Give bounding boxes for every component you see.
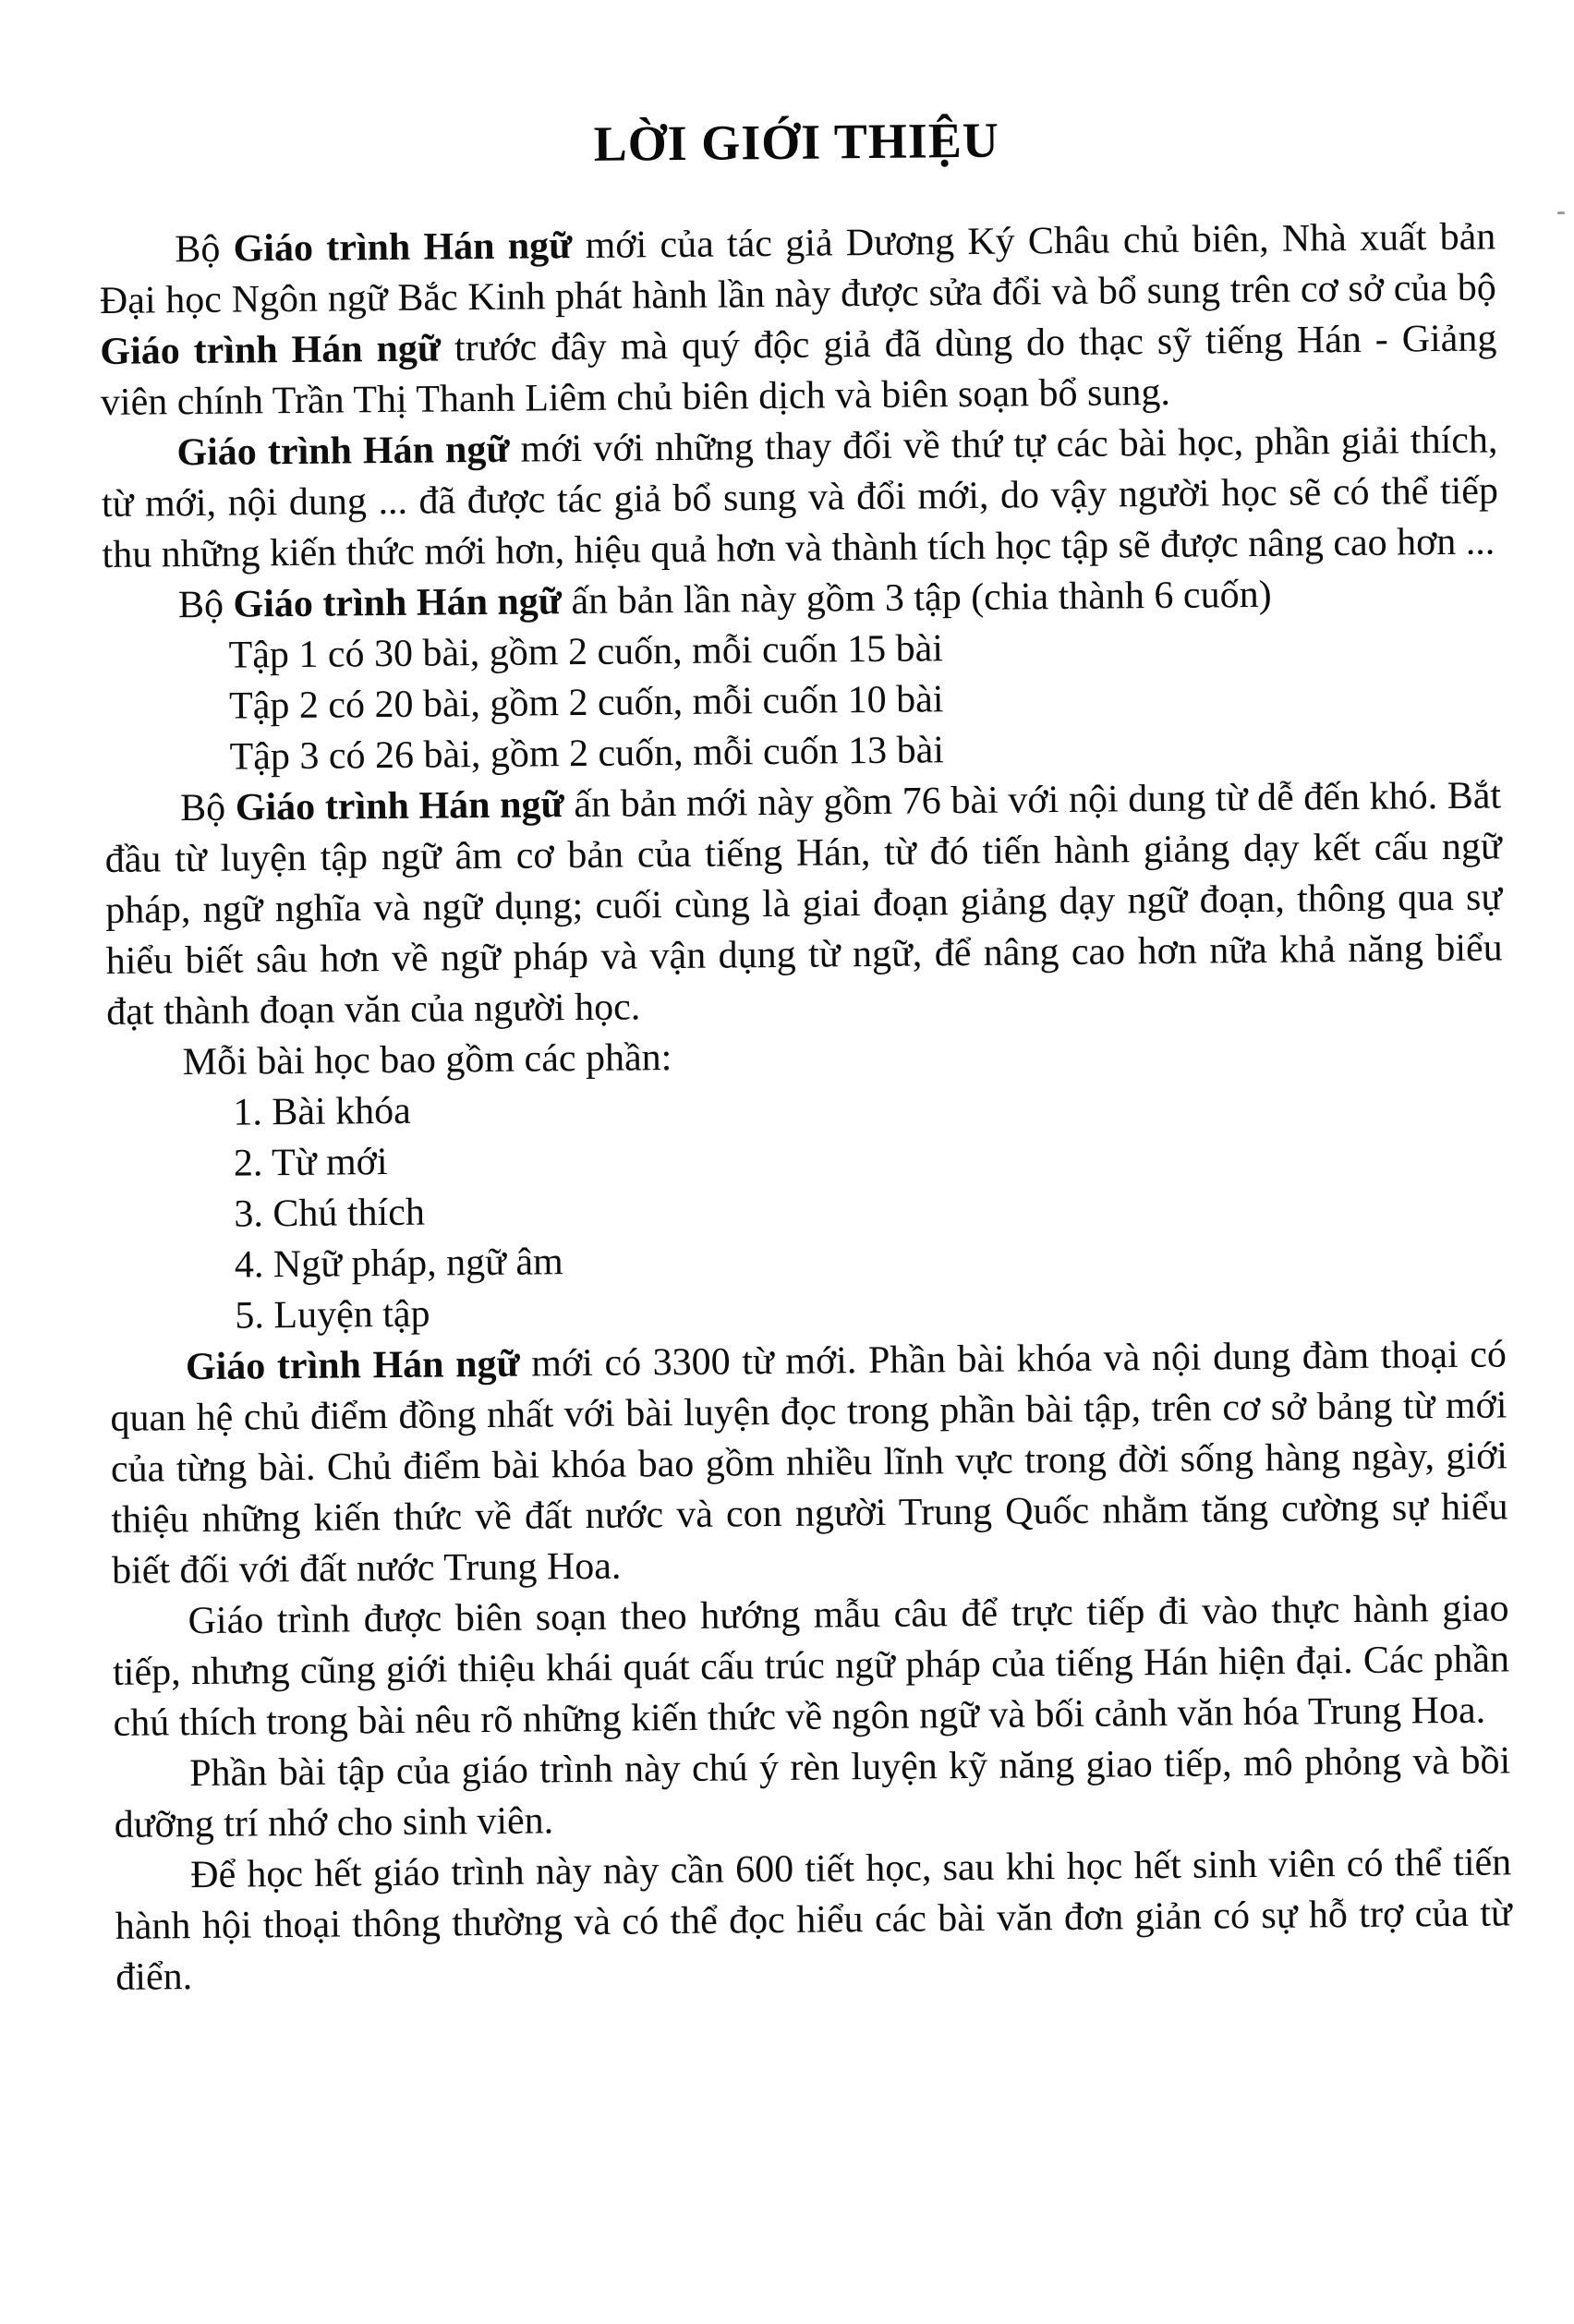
text-run: 2. Từ mới (233, 1141, 388, 1185)
text-run: ấn bản lần này gồm 3 tập (chia thành 6 cuốn) (561, 573, 1272, 623)
scan-artifact (1557, 212, 1565, 214)
text-run: mới của tác giả Dương Ký Châu chủ biên, Nhà xuất bản Đại học Ngôn ngữ Bắc Kinh phát hành lần này được sửa đổi và bổ sung trên cơ sở của bộ (99, 215, 1497, 322)
text-run-bold: Giáo trình Hán ngữ (233, 224, 573, 271)
text-run: trước đây mà quý độc giả đã dùng do thạc sỹ tiếng Hán - Giảng viên chính Trần Thị Thanh Liêm chủ biên dịch và biên soạn bổ sung. (100, 317, 1497, 424)
text-run: 1. Bài khóa (233, 1089, 412, 1134)
paragraph (99, 212, 1497, 429)
text-run-bold: Giáo trình Hán ngữ (233, 580, 563, 626)
paragraph (101, 415, 1499, 581)
text-run: mới có 3300 từ mới. Phần bài khóa và nội dung đàm thoại có quan hệ chủ điểm đồng nhất với bài luyện đọc trong phần bài tập, trên cơ sở bảng từ mới của từng bài. Chủ điểm bài khóa bao gồm nhiều lĩnh vực trong đời sống hàng ngày, giới thiệu những kiến thức về đất nước và con người Trung Quốc nhằm tăng cường sự hiểu biết đối với đất nước Trung Hoa. (110, 1333, 1508, 1592)
document-body (99, 212, 1512, 2003)
paragraph (115, 1837, 1513, 2003)
text-run-bold: Giáo trình Hán ngữ (176, 428, 510, 475)
text-run: Tập 2 có 20 bài, gồm 2 cuốn, mỗi cuốn 10 bài (228, 678, 944, 728)
text-run: Để học hết giáo trình này này cần 600 tiết học, sau khi học hết sinh viên có thể tiến hành hội thoại thông thường và có thể đọc hiểu các bài văn đơn giản có sự hỗ trợ của từ điển. (115, 1841, 1512, 1999)
text-run-bold: Giáo trình Hán ngữ (100, 327, 442, 373)
page-content (98, 106, 1513, 2003)
text-run: Giáo trình được biên soạn theo hướng mẫu câu để trực tiếp đi vào thực hành giao tiếp, nhưng cũng giới thiệu khái quát cấu trúc ngữ pháp của tiếng Hán hiện đại. Các phần chú thích trong bài nêu rõ những kiến thức về ngôn ngữ và bối cảnh văn hóa Trung Hoa. (112, 1587, 1510, 1745)
text-run: Tập 1 có 30 bài, gồm 2 cuốn, mỗi cuốn 15 bài (228, 627, 944, 677)
text-run: mới với những thay đổi về thứ tự các bài học, phần giải thích, từ mới, nội dung ... đã được tác giả bổ sung và đổi mới, do vậy người học sẽ có thể tiếp thu những kiến thức mới hơn, hiệu quả hơn và thành tích học tập sẽ được nâng cao hơn ... (101, 418, 1499, 576)
text-run-bold: Giáo trình Hán ngữ (235, 783, 564, 829)
text-run: Phần bài tập của giáo trình này chú ý rèn luyện kỹ năng giao tiếp, mô phỏng và bồi dưỡng trí nhớ cho sinh viên. (114, 1739, 1511, 1846)
paragraph (114, 1736, 1511, 1851)
paragraph (104, 770, 1504, 1038)
text-run: 5. Luyện tập (235, 1292, 430, 1338)
paragraph (112, 1583, 1510, 1749)
text-run-bold: Giáo trình Hán ngữ (185, 1342, 520, 1389)
text-run: 3. Chú thích (234, 1191, 426, 1236)
text-run: ấn bản mới này gồm 76 bài với nội dung từ dễ đến khó. Bắt đầu từ luyện tập ngữ âm cơ bản của tiếng Hán, từ đó tiến hành giảng dạy kết cấu ngữ pháp, ngữ nghĩa và ngữ dụng; cuối cùng là giai đoạn giảng dạy ngữ đoạn, thông qua sự hiểu biết sâu hơn về ngữ pháp và vận dụng từ ngữ, để nâng cao hơn nữa khả năng biểu đạt thành đoạn văn của người học. (104, 774, 1503, 1034)
text-run: Bộ (177, 583, 234, 627)
text-run: Mỗi bài học bao gồm các phần: (182, 1036, 672, 1084)
text-run: Bộ (175, 227, 234, 272)
text-run: Tập 3 có 26 bài, gồm 2 cuốn, mỗi cuốn 13 bài (229, 729, 945, 779)
text-run: 4. Ngữ pháp, ngữ âm (234, 1241, 563, 1287)
document-title: LỜI GIỚI THIỆU (593, 112, 1000, 172)
text-run: Bộ (179, 786, 236, 830)
paragraph (110, 1329, 1509, 1597)
